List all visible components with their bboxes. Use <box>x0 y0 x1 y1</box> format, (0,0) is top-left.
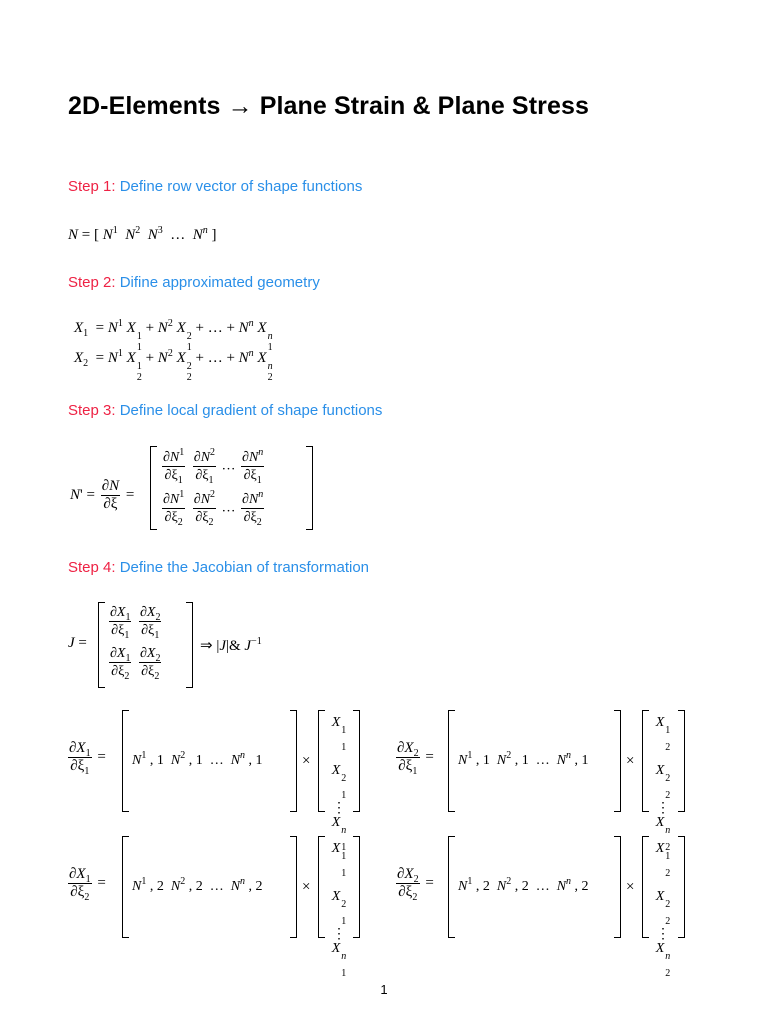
step-2-heading <box>68 274 320 291</box>
step-text: Define row vector of shape functions <box>119 178 363 195</box>
step-label: Step 1: <box>68 178 116 195</box>
derivative-x2-xi1: $\frac{\partial X_2}{\partial\xi_1}$ = <box>397 740 434 777</box>
matrix-right-bracket <box>290 710 297 812</box>
shape-derivative-row: $N^1$ , 1 $N^2$ , 1 … $N^n$ , 1 <box>458 750 589 768</box>
matrix-right-bracket <box>614 710 621 812</box>
times-symbol: × <box>626 879 635 895</box>
nodal-x1-column: X 1 1 X 2 1 ⋮ X n 1 <box>331 715 347 853</box>
matrix-right-bracket <box>353 710 360 812</box>
matrix-left-bracket <box>98 602 105 688</box>
step-label: Step 4: <box>68 559 116 576</box>
jacobian-lhs: J = <box>68 635 87 651</box>
times-symbol: × <box>626 753 635 769</box>
nodal-x2-column: X 1 2 X 2 2 ⋮ X n 2 <box>655 841 671 979</box>
nodal-x2-column: X 1 2 X 2 2 ⋮ X n 2 <box>655 715 671 853</box>
matrix-left-bracket <box>122 710 129 812</box>
step-text: Difine approximated geometry <box>119 274 320 291</box>
local-gradient-row-1: $\frac{\partial N^1}{\partial\xi_1}$ $\frac{\partial N^2}{\partial\xi_1}$ … $\frac{\partial N^n}{\partial\xi_1}$ <box>163 447 264 486</box>
derivative-x2-xi2: $\frac{\partial X_2}{\partial\xi_2}$ = <box>397 866 434 903</box>
step-label: Step 2: <box>68 274 116 291</box>
step-label: Step 3: <box>68 402 116 419</box>
shape-function-vector-equation: N = [ $N^1$ $N^2$ $N^3$ … $N^n$ ] <box>68 225 217 243</box>
jacobian-determinant-and-inverse: ⇒ |J|& $J^{-1}$ <box>200 636 262 654</box>
matrix-right-bracket <box>290 836 297 938</box>
geometry-equation-x1: $X_1 = N^1$ X 1 1 + $N^2$ X 2 1 + … + $N^n$ X n 1 <box>74 318 273 353</box>
matrix-right-bracket <box>614 836 621 938</box>
times-symbol: × <box>302 753 311 769</box>
matrix-right-bracket <box>306 446 313 530</box>
matrix-left-bracket <box>150 446 157 530</box>
shape-derivative-row: $N^1$ , 2 $N^2$ , 2 … $N^n$ , 2 <box>132 876 263 894</box>
geometry-equation-x2: $X_2 = N^1$ X 1 2 + $N^2$ X 2 2 + … + $N^n$ X n 2 <box>74 348 273 383</box>
nodal-x1-column: X 1 1 X 2 1 ⋮ X n 1 <box>331 841 347 979</box>
step-text: Define the Jacobian of transformation <box>119 559 370 576</box>
local-gradient-lhs: N' = $\frac{\partial N}{\partial\xi}$ = <box>70 478 135 512</box>
page-number: 1 <box>380 982 388 997</box>
step-text: Define local gradient of shape functions <box>119 402 383 419</box>
step-3-heading <box>68 402 382 419</box>
matrix-left-bracket <box>448 836 455 938</box>
matrix-left-bracket <box>448 710 455 812</box>
step-4-heading <box>68 559 369 576</box>
page-title: 2D-Elements → Plane Strain & Plane Stress <box>68 92 589 120</box>
shape-derivative-row: $N^1$ , 1 $N^2$ , 1 … $N^n$ , 1 <box>132 750 263 768</box>
shape-derivative-row: $N^1$ , 2 $N^2$ , 2 … $N^n$ , 2 <box>458 876 589 894</box>
local-gradient-row-2: $\frac{\partial N^1}{\partial\xi_2}$ $\frac{\partial N^2}{\partial\xi_2}$ … $\frac{\partial N^n}{\partial\xi_2}$ <box>163 489 264 528</box>
jacobian-row-2: $\frac{\partial X_1}{\partial\xi_2}$ $\frac{\partial X_2}{\partial\xi_2}$ <box>110 646 161 682</box>
matrix-right-bracket <box>678 710 685 812</box>
times-symbol: × <box>302 879 311 895</box>
derivative-x1-xi1: $\frac{\partial X_1}{\partial\xi_1}$ = <box>69 740 106 777</box>
matrix-right-bracket <box>678 836 685 938</box>
jacobian-row-1: $\frac{\partial X_1}{\partial\xi_1}$ $\frac{\partial X_2}{\partial\xi_1}$ <box>110 605 161 641</box>
derivative-x1-xi2: $\frac{\partial X_1}{\partial\xi_2}$ = <box>69 866 106 903</box>
matrix-left-bracket <box>122 836 129 938</box>
matrix-right-bracket <box>186 602 193 688</box>
step-1-heading <box>68 178 362 195</box>
matrix-right-bracket <box>353 836 360 938</box>
